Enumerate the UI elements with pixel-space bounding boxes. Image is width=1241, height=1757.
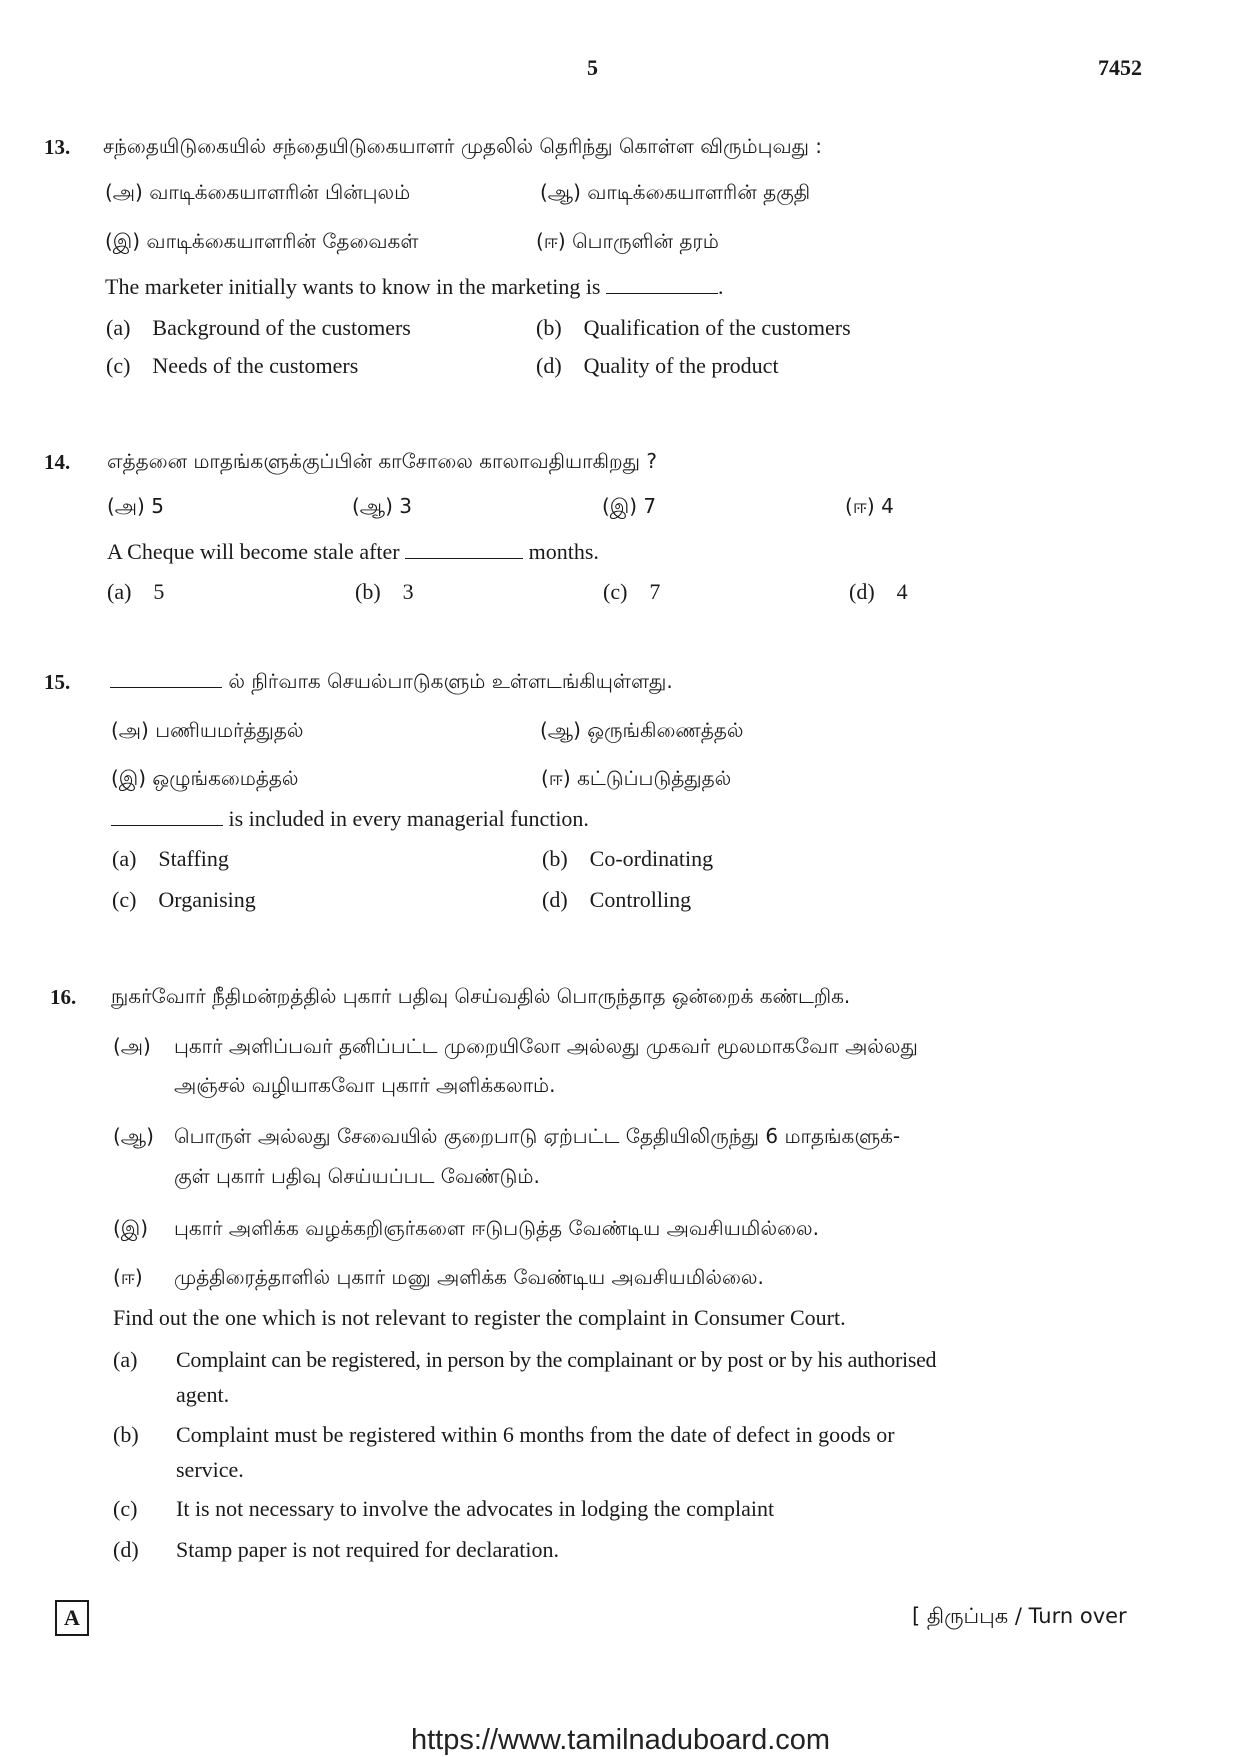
english-option-a-line1: Complaint can be registered, in person by the complainant or by post or by his authorised bbox=[176, 1347, 937, 1372]
tamil-option-c: (இ) வாடிக்கையாளரின் தேவைகள் bbox=[105, 229, 419, 253]
english-option-d-line1: Stamp paper is not required for declaration. bbox=[176, 1537, 560, 1562]
tamil-option-a-line1: புகார் அளிப்பவர் தனிப்பட்ட முறையிலோ அல்லது முகவர் மூலமாகவோ அல்லது bbox=[174, 1034, 918, 1058]
tamil-option-c: (இ) 7 bbox=[602, 494, 657, 518]
tamil-question-text: எத்தனை மாதங்களுக்குப்பின் காசோலை காலாவதியாகிறது ? bbox=[107, 449, 657, 473]
english-question-text: The marketer initially wants to know in the marketing is . bbox=[105, 274, 724, 299]
tamil-option-c-line1: புகார் அளிக்க வழக்கறிஞர்களை ஈடுபடுத்த வேண்டிய அவசியமில்லை. bbox=[174, 1216, 819, 1240]
english-option-c-line1: It is not necessary to involve the advocates in lodging the complaint bbox=[176, 1496, 775, 1521]
english-option-c: (c) 7 bbox=[603, 579, 661, 604]
series-box: A bbox=[55, 1600, 89, 1636]
tamil-option-b-line1: பொருள் அல்லது சேவையில் குறைபாடு ஏற்பட்ட தேதியிலிருந்து 6 மாதங்களுக்- bbox=[174, 1124, 901, 1148]
english-question-text: is included in every managerial function. bbox=[111, 806, 589, 832]
tamil-option-b: (ஆ) வாடிக்கையாளரின் தகுதி bbox=[540, 180, 811, 204]
answer-blank bbox=[110, 687, 222, 688]
tamil-option-d: (ஈ) கட்டுப்படுத்துதல் bbox=[541, 766, 732, 790]
tamil-option-c-label: (இ) bbox=[113, 1216, 149, 1240]
tamil-question-text: சந்தையிடுகையில் சந்தையிடுகையாளர் முதலில் தெரிந்து கொள்ள விரும்புவது : bbox=[103, 134, 823, 158]
english-option-a: (a) Staffing bbox=[112, 846, 229, 871]
tamil-option-b-line2: குள் புகார் பதிவு செய்யப்பட வேண்டும். bbox=[174, 1164, 540, 1188]
tamil-question-text: ல் நிர்வாக செயல்பாடுகளும் உள்ளடங்கியுள்ளது. bbox=[228, 669, 673, 693]
english-option-c: (c) Needs of the customers bbox=[106, 353, 359, 378]
english-option-c-label: (c) bbox=[113, 1496, 138, 1521]
english-option-a-line2: agent. bbox=[176, 1382, 230, 1407]
tamil-option-a: (அ) 5 bbox=[107, 494, 164, 518]
question-number: 14. bbox=[44, 450, 71, 474]
question-number: 13. bbox=[44, 135, 71, 159]
question-number: 15. bbox=[44, 670, 71, 694]
english-question-text: A Cheque will become stale after months. bbox=[107, 539, 599, 564]
page-number: 5 bbox=[587, 55, 598, 80]
turn-over-note: [ திருப்புக / Turn over bbox=[912, 1604, 1127, 1628]
english-option-a: (a) Background of the customers bbox=[106, 315, 411, 340]
english-question-text: Find out the one which is not relevant to register the complaint in Consumer Court. bbox=[113, 1305, 846, 1330]
answer-blank bbox=[405, 558, 523, 559]
english-option-b-line2: service. bbox=[176, 1457, 244, 1482]
english-option-d: (d) Controlling bbox=[542, 887, 692, 912]
tamil-option-a: (அ) வாடிக்கையாளரின் பின்புலம் bbox=[105, 180, 411, 204]
tamil-question-text-row bbox=[110, 669, 673, 696]
tamil-option-d: (ஈ) 4 bbox=[845, 494, 894, 518]
english-option-c: (c) Organising bbox=[112, 887, 256, 912]
tamil-option-a-line2: அஞ்சல் வழியாகவோ புகார் அளிக்கலாம். bbox=[174, 1073, 556, 1097]
tamil-option-c: (இ) ஒழுங்கமைத்தல் bbox=[111, 766, 299, 790]
tamil-option-a: (அ) பணியமர்த்துதல் bbox=[111, 718, 304, 742]
answer-blank bbox=[606, 293, 718, 294]
english-option-b: (b) Qualification of the customers bbox=[536, 315, 851, 340]
tamil-option-d-line1: முத்திரைத்தாளில் புகார் மனு அளிக்க வேண்டிய அவசியமில்லை. bbox=[174, 1265, 764, 1289]
english-option-b-label: (b) bbox=[113, 1422, 139, 1447]
english-option-b: (b) 3 bbox=[355, 579, 414, 604]
tamil-option-a-label: (அ) bbox=[113, 1034, 151, 1058]
english-option-a: (a) 5 bbox=[107, 579, 165, 604]
english-option-b: (b) Co-ordinating bbox=[542, 846, 714, 871]
question-number: 16. bbox=[50, 985, 77, 1009]
english-option-b-line1: Complaint must be registered within 6 months from the date of defect in goods or bbox=[176, 1422, 895, 1447]
paper-code: 7452 bbox=[1098, 55, 1142, 80]
tamil-option-b: (ஆ) ஒருங்கிணைத்தல் bbox=[540, 718, 744, 742]
tamil-question-text: நுகர்வோர் நீதிமன்றத்தில் புகார் பதிவு செய்வதில் பொருந்தாத ஒன்றைக் கண்டறிக. bbox=[111, 984, 851, 1008]
tamil-option-b-label: (ஆ) bbox=[113, 1124, 154, 1148]
english-option-d: (d) 4 bbox=[849, 579, 908, 604]
website-url[interactable]: https://www.tamilnaduboard.com bbox=[410, 1724, 831, 1756]
english-option-a-label: (a) bbox=[113, 1347, 138, 1372]
answer-blank bbox=[111, 825, 223, 826]
tamil-option-d: (ஈ) பொருளின் தரம் bbox=[536, 229, 719, 253]
tamil-option-b: (ஆ) 3 bbox=[352, 494, 412, 518]
english-option-d-label: (d) bbox=[113, 1537, 139, 1562]
english-option-d: (d) Quality of the product bbox=[536, 353, 779, 378]
tamil-option-d-label: (ஈ) bbox=[113, 1265, 143, 1289]
